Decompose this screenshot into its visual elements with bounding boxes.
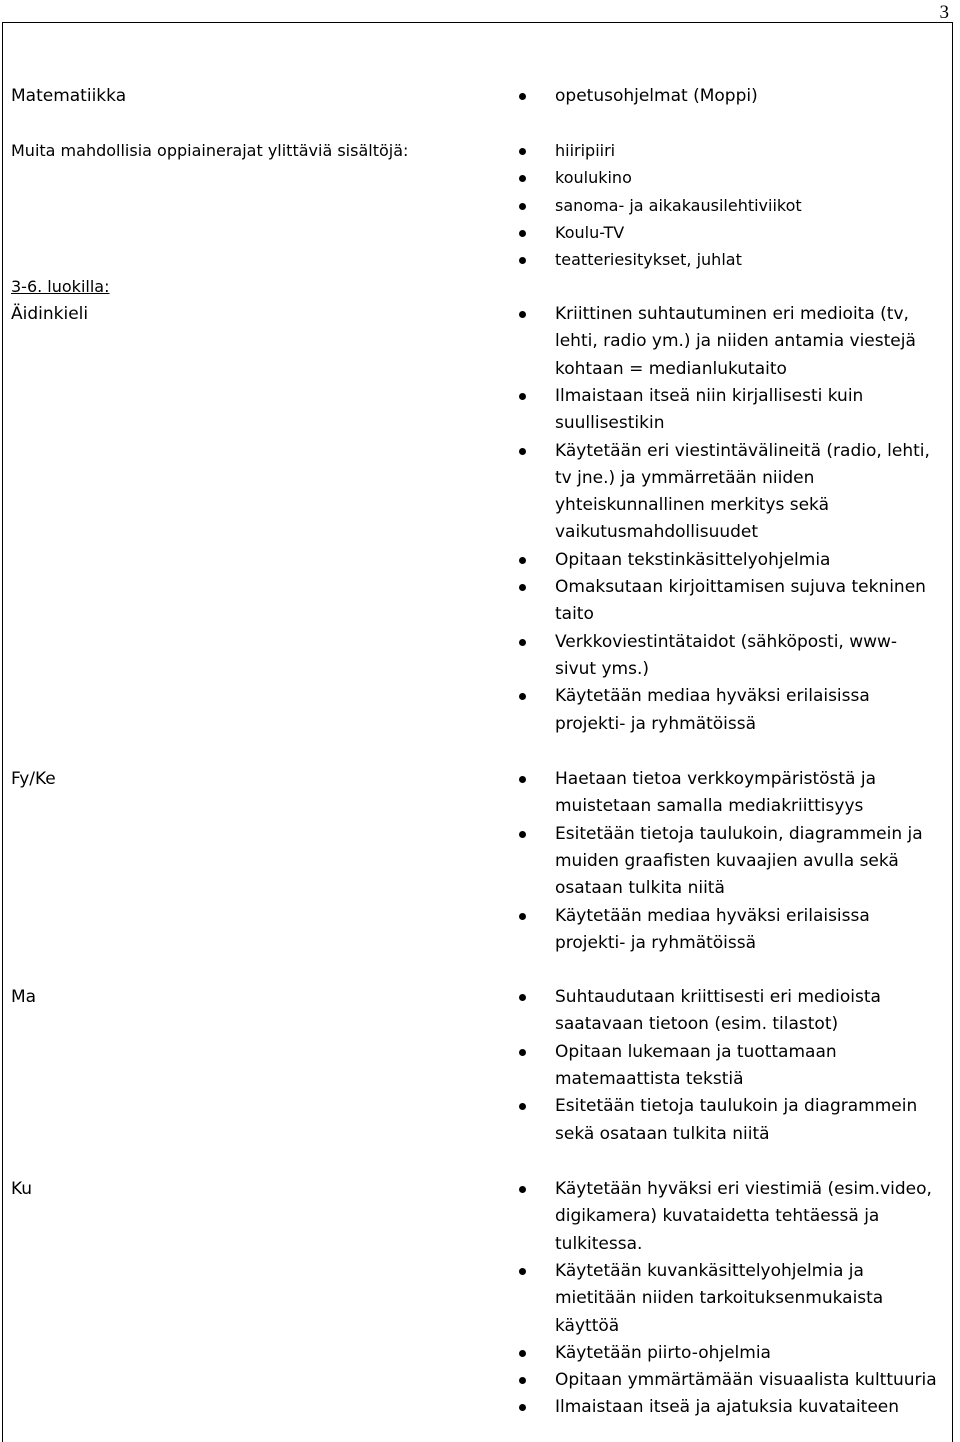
list-item-line: muistetaan samalla mediakriittisyys [555,796,864,817]
list-item-line: Käytetään mediaa hyväksi erilaisissa [555,905,870,926]
list-item-line: kohtaan = medianlukutaito [555,358,787,379]
list-item-line: tv jne.) ja ymmärretään niiden [555,467,815,488]
bullet-icon [519,557,526,564]
bullet-icon [519,1268,526,1275]
list-item-line: sekä osataan tulkita niitä [555,1123,770,1144]
list-item-line: osataan tulkita niitä [555,878,725,899]
list-item-line: suullisestikin [555,413,665,434]
bullet-icon [519,448,526,455]
list-item-line: muiden graafisten kuvaajien avulla sekä [555,850,899,871]
bullet-icon [519,913,526,920]
bullet-icon [519,584,526,591]
content-frame [2,22,953,1442]
list-item-line: Ilmaistaan itseä niin kirjallisesti kuin [555,385,864,406]
list-item-line: Kriittinen suhtautuminen eri medioita (tv, [555,304,909,324]
list-item-line: Käytetään eri viestintävälineitä (radio, lehti, [555,440,930,461]
list-item-line: Käytetään kuvankäsittelyohjelmia ja [555,1260,864,1281]
list-item-line: opetusohjelmat (Moppi) [555,86,758,106]
list-item-line: Koulu-TV [555,222,625,242]
subject-label: Ku [11,1179,33,1199]
list-item-line: käyttöä [555,1315,620,1336]
subject-label: Ma [11,987,37,1007]
bullet-icon [519,230,526,237]
list-item-line: saatavaan tietoon (esim. tilastot) [555,1014,839,1035]
list-item-line: Suhtaudutaan kriittisesti eri medioista [555,987,881,1007]
list-item-line: lehti, radio ym.) ja niiden antamia viestejä [555,331,916,352]
subject-label: Matematiikka [11,86,127,106]
list-item-line: yhteiskunnallinen merkitys sekä [555,495,830,516]
list-item-line: projekti- ja ryhmätöissä [555,932,757,953]
list-item-line: tulkitessa. [555,1233,643,1254]
list-item-line: koulukino [555,168,632,188]
list-item-line: vaikutusmahdollisuudet [555,522,759,543]
list-item-line: matemaattista tekstiä [555,1068,744,1089]
list-item-line: sivut yms.) [555,658,649,679]
list-item-line: Käytetään piirto-ohjelmia [555,1342,771,1363]
list-item-line: Opitaan lukemaan ja tuottamaan [555,1041,837,1062]
list-item-line: digikamera) kuvataidetta tehtäessä ja [555,1206,880,1227]
bullet-icon [519,639,526,646]
list-item-line: sanoma- ja aikakausilehtiviikot [555,195,802,215]
list-item-line: Käytetään hyväksi eri viestimiä (esim.video, [555,1179,932,1199]
list-item-line: Omaksutaan kirjoittamisen sujuva tekninen [555,577,926,597]
subject-label: Fy/Ke [11,769,56,789]
list-item-line: Käytetään mediaa hyväksi erilaisissa [555,686,870,707]
subject-label: Äidinkieli [11,304,89,324]
bullet-icon [519,148,526,155]
cross-curricular-label: Muita mahdollisia oppiainerajat ylittäviä sisältöjä: [11,141,409,160]
bullet-icon [519,831,526,838]
grade-range-label: 3-6. luokilla: [11,277,110,296]
bullet-icon [519,1049,526,1056]
list-item-line: hiiripiiri [555,141,616,160]
bullet-icon [519,203,526,210]
list-item-line: Ilmaistaan itseä ja ajatuksia kuvataiteen [555,1397,900,1418]
list-item-line: mietitään niiden tarkoituksenmukaista [555,1288,884,1309]
bullet-icon [519,1350,526,1357]
list-item-line: Verkkoviestintätaidot (sähköposti, www- [555,631,898,652]
list-item-line: Esitetään tietoja taulukoin ja diagrammein [555,1096,918,1117]
list-item-line: projekti- ja ryhmätöissä [555,713,757,734]
page-number: 3 [939,2,949,23]
list-item-line: Esitetään tietoja taulukoin, diagrammein ja [555,823,923,844]
list-item-line: taito [555,604,594,625]
list-item-line: Opitaan ymmärtämään visuaalista kulttuuria [555,1370,937,1391]
bullet-icon [519,393,526,400]
list-item-line: Haetaan tietoa verkkoympäristöstä ja [555,769,877,789]
list-item-line: teatteriesitykset, juhlat [555,250,742,270]
bullet-icon [519,1186,526,1193]
bullet-icon [519,93,526,100]
bullet-icon [519,311,526,318]
bullet-icon [519,994,526,1001]
list-item-line: Opitaan tekstinkäsittelyohjelmia [555,549,831,570]
bullet-icon [519,776,526,783]
